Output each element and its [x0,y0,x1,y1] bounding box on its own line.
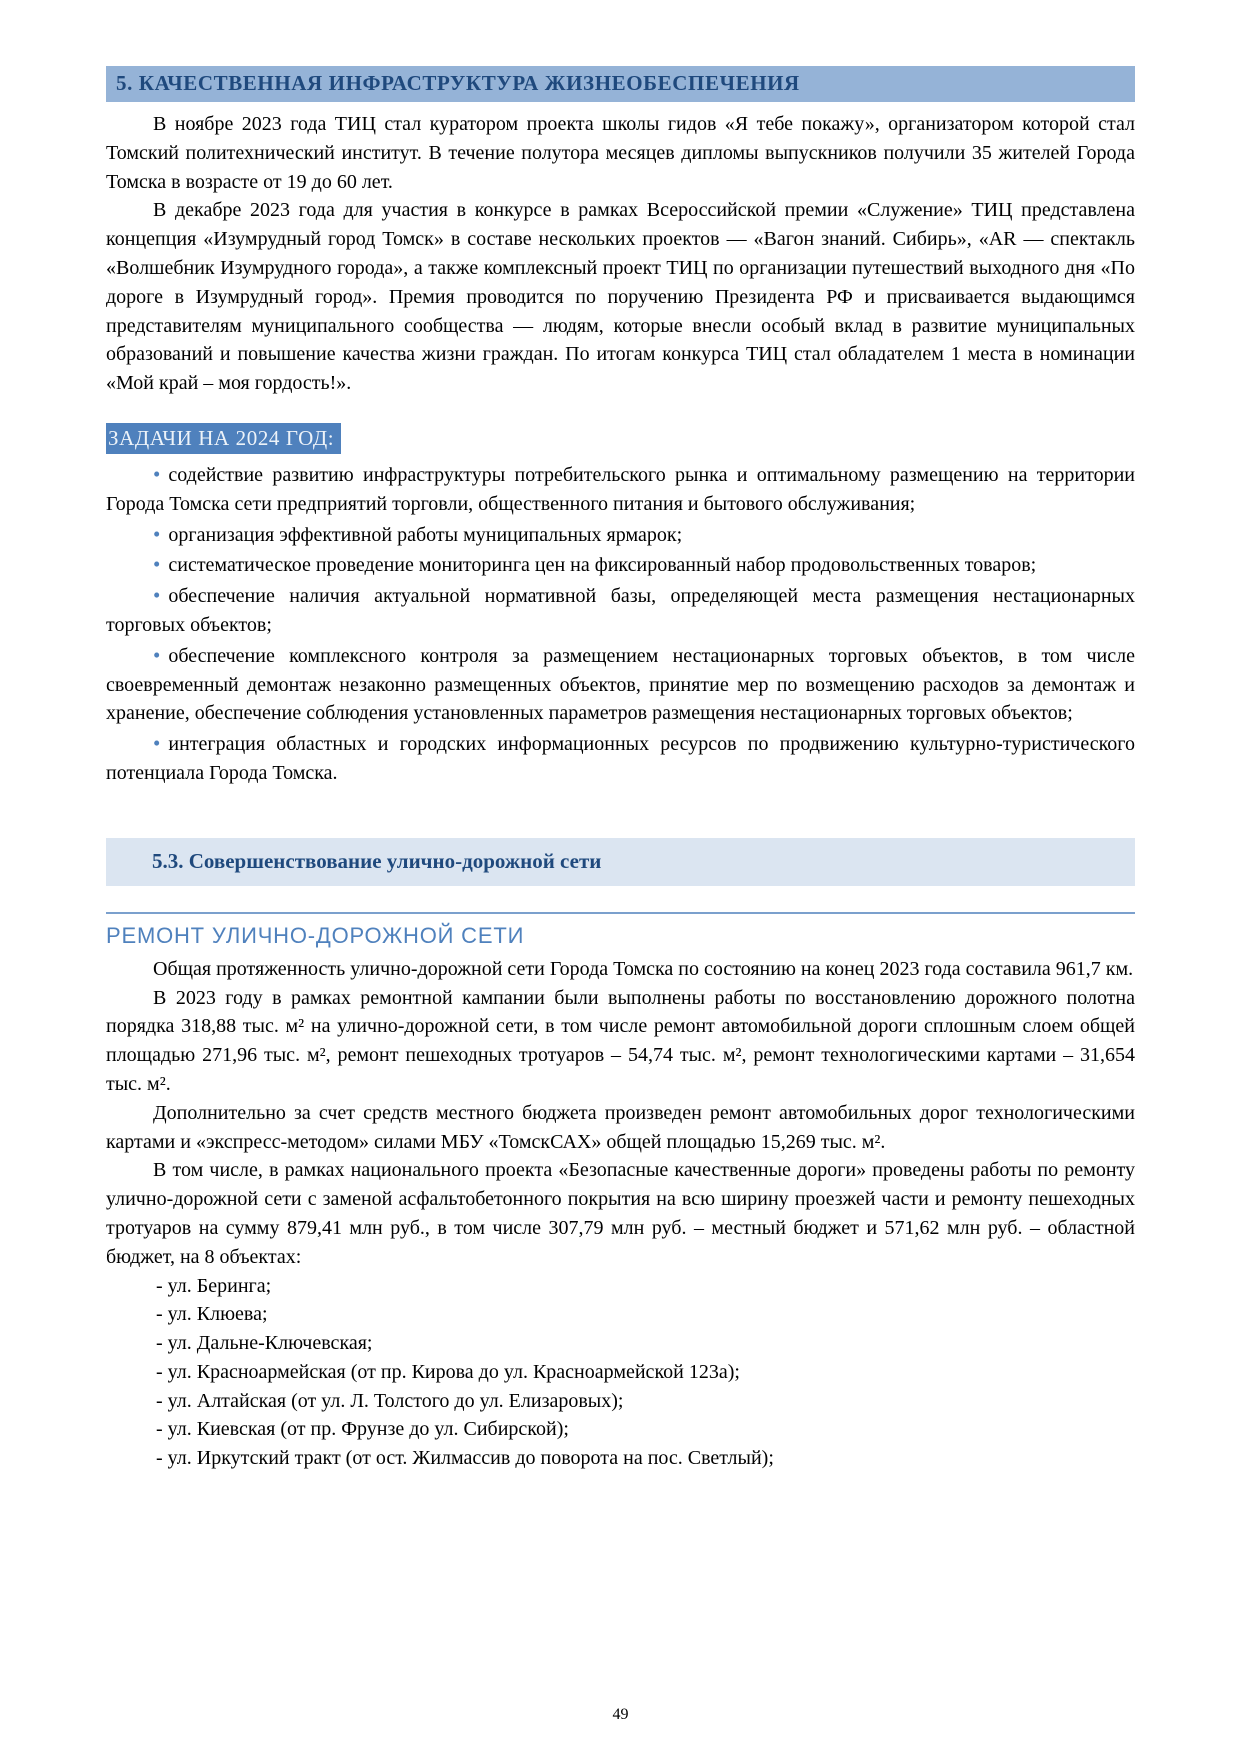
task-item [106,640,1135,728]
bullet-icon [153,464,168,486]
street-list-item: - ул. Киевская (от пр. Фрунзе до ул. Сибирской); [156,1418,569,1441]
task-item-text: обеспечение комплексного контроля за размещением нестационарных торговых объектов, в том числе своевременный демонтаж незаконно размещенных объектов, принятие мер по возмещению расходов за демонтаж и хранение, обеспечение соблюдения установленных параметров размещения нестационарных торговых объектов; [106,644,1135,725]
street-list-item: - ул. Беринга; [156,1274,272,1297]
task-item-text: содействие развитию инфраструктуры потребительского рынка и оптимальному размещению на территории Города Томска сети предприятий торговли, общественного питания и бытового обслуживания; [106,463,1135,515]
bullet-icon [153,645,168,667]
page-number: 49 [612,1706,629,1723]
street-list-item: - ул. Алтайская (от ул. Л. Толстого до ул. Елизаровых); [156,1389,624,1412]
street-list-item: - ул. Клюева; [156,1303,268,1326]
task-item [106,580,1135,640]
street-list-item: - ул. Дальне-Ключевская; [156,1332,373,1355]
bullet-icon [153,524,168,546]
tasks-title: ЗАДАЧИ НА 2024 ГОД: [106,423,341,454]
street-list-item: - ул. Иркутский тракт (от ост. Жилмассив до поворота на пос. Светлый); [156,1447,774,1470]
section-5-title: 5. КАЧЕСТВЕННАЯ ИНФРАСТРУКТУРА ЖИЗНЕОБЕСПЕЧЕНИЯ [116,71,800,95]
road-repair-heading [106,912,1135,955]
task-item-text: интеграция областных и городских информационных ресурсов по продвижению культурно-туристического потенциала Города Томска. [106,733,1135,784]
task-item [106,519,1135,550]
bullet-icon [153,585,168,607]
section-5-3-header [106,838,1135,886]
bullet-icon [153,733,168,755]
task-item [106,728,1135,788]
task-item [106,549,1135,580]
section-5-paragraph-2: В декабре 2023 года для участия в конкурсе в рамках Всероссийской премии «Служение» ТИЦ представлена концепция «Изумрудный город Томск» в составе нескольких проектов — «Вагон знаний. Сибирь», «AR — спектакль «Волшебник Изумрудного города», а также комплексный проект ТИЦ по организации путешествий выходного дня «По дороге в Изумрудный город». Премия проводится по поручению Президента РФ и присваивается выдающимся представителям муниципального сообщества — людям, которые внесли особый вклад в развитие муниципальных образований и повышение качества жизни граждан. По итогам конкурса ТИЦ стал обладателем 1 места в номинации «Мой край – моя гордость!». [106,199,1135,395]
section-5-3-title: 5.3. Совершенствование улично-дорожной сети [152,848,602,873]
section-5-paragraph-1: В ноябре 2023 года ТИЦ стал куратором проекта школы гидов «Я тебе покажу», организатором которой стал Томский политехнический институт. В течение полутора месяцев дипломы выпускников получили 35 жителей Города Томска в возрасте от 19 до 60 лет. [106,113,1135,193]
street-list [106,1272,1135,1474]
tasks-header-row [106,426,1135,451]
task-item-text: систематическое проведение мониторинга цен на фиксированный набор продовольственных товаров; [168,554,1037,577]
road-repair-title: РЕМОНТ УЛИЧНО-ДОРОЖНОЙ СЕТИ [106,922,525,948]
bullet-icon [153,554,168,576]
road-repair-paragraph-3: Дополнительно за счет средств местного бюджета произведен ремонт автомобильных дорог технологическими картами и «экспресс-методом» силами МБУ «ТомскСАХ» общей площадью 15,269 тыс. м². [106,1101,1135,1153]
task-item-text: обеспечение наличия актуальной нормативной базы, определяющей места размещения нестационарных торговых объектов; [106,585,1135,636]
road-repair-paragraph-2: В 2023 году в рамках ремонтной кампании были выполнены работы по восстановлению дорожного полотна порядка 318,88 тыс. м² на улично-дорожной сети, в том числе ремонт автомобильной дороги сплошным слоем общей площадью 271,96 тыс. м², ремонт пешеходных тротуаров – 54,74 тыс. м², ремонт технологическими картами – 31,654 тыс. м². [106,986,1135,1095]
road-repair-paragraph-4: В том числе, в рамках национального проекта «Безопасные качественные дороги» проведены работы по ремонту улично-дорожной сети с заменой асфальтобетонного покрытия на всю ширину проезжей части и ремонту пешеходных тротуаров на сумму 879,41 млн руб., в том числе 307,79 млн руб. – местный бюджет и 571,62 млн руб. – областной бюджет, на 8 объектах: [106,1159,1135,1268]
task-item-text: организация эффективной работы муниципальных ярмарок; [168,523,683,546]
task-item [106,459,1135,519]
road-repair-paragraph-1: Общая протяженность улично-дорожной сети Города Томска по состоянию на конец 2023 года составила 961,7 км. [153,957,1134,980]
section-5-header [106,66,1135,102]
street-list-item: - ул. Красноармейская (от пр. Кирова до ул. Красноармейской 123а); [156,1360,740,1383]
